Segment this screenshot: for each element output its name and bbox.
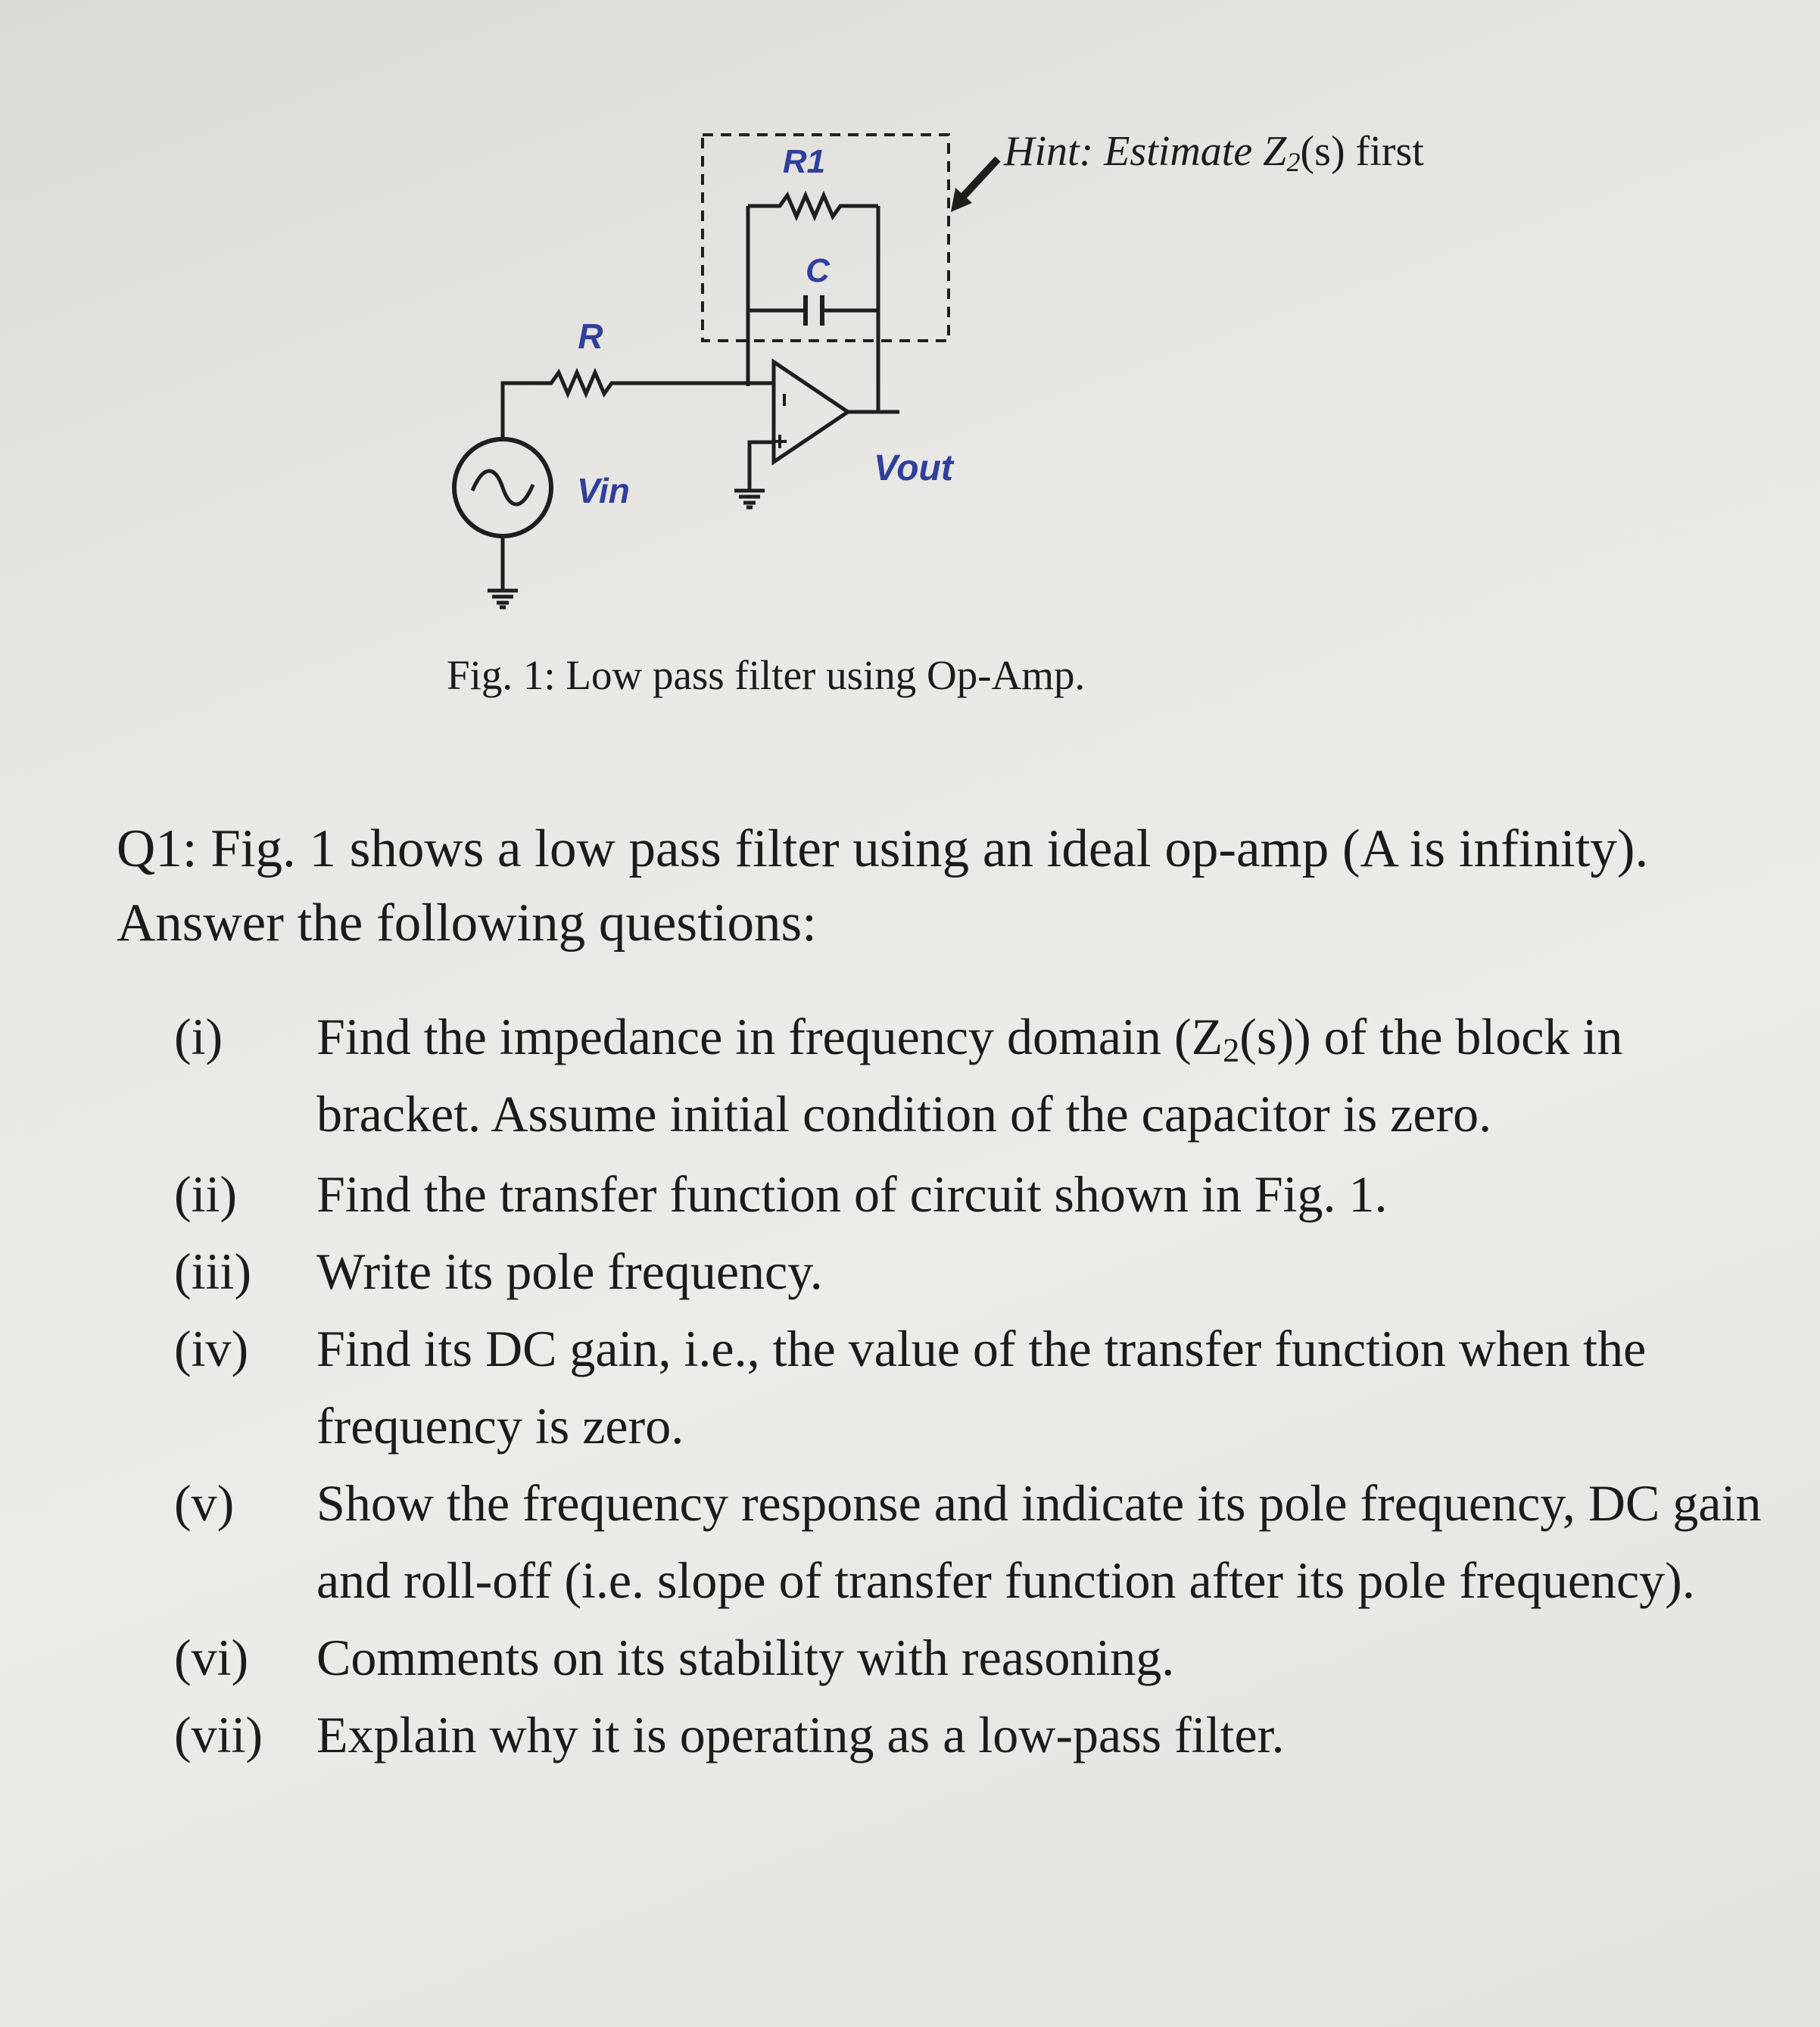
- r-label: R: [578, 317, 603, 356]
- item-text: Explain why it is operating as a low-pass filter.: [316, 1706, 1285, 1763]
- ground-symbol-source: [488, 591, 518, 607]
- item-text: Show the frequency response and indicate its pole frequency, DC gain and roll-off (i.e. slope of transfer function after its pole frequency).: [316, 1474, 1762, 1609]
- figure-caption: Fig. 1: Low pass filter using Op-Amp.: [447, 652, 1086, 698]
- list-item: [174, 1155, 1779, 1233]
- op-amp-plus-input: [750, 442, 774, 491]
- item-number: (v): [174, 1474, 235, 1532]
- list-item: [174, 998, 1779, 1152]
- r-resistor: [503, 373, 772, 394]
- hint-text: [1004, 127, 1424, 176]
- item-text: [316, 998, 1779, 1152]
- item-number: (iii): [174, 1243, 251, 1300]
- item-text: Write its pole frequency.: [316, 1243, 823, 1300]
- item-number: (vi): [174, 1629, 249, 1686]
- item-number: (vii): [174, 1706, 263, 1763]
- hint-prefix: Hint: Estimate Z: [1004, 128, 1287, 175]
- sine-wave: [472, 471, 533, 504]
- item-text: Comments on its stability with reasoning.: [316, 1629, 1175, 1686]
- list-item: [174, 1464, 1779, 1619]
- hint-subscript: 2: [1286, 147, 1301, 177]
- item-subscript: 2: [1223, 1031, 1240, 1069]
- hint-suffix: (s) first: [1300, 128, 1424, 175]
- hint-arrow-line: [960, 159, 998, 200]
- item-text: Find its DC gain, i.e., the value of the transfer function when the frequency is zero.: [316, 1320, 1647, 1455]
- question-items-list: [174, 998, 1779, 1773]
- circuit-diagram: [0, 0, 1820, 727]
- vin-label: Vin: [577, 471, 630, 510]
- r1-resistor: [748, 195, 878, 217]
- r1-label: R1: [782, 143, 826, 180]
- op-amp-triangle: [774, 362, 848, 462]
- list-item: [174, 1696, 1779, 1773]
- item-number: (iv): [174, 1320, 249, 1377]
- list-item: [174, 1619, 1779, 1696]
- item-text-post: (s)) of the block in bracket. Assume initial condition of the capacitor is zero.: [316, 1008, 1623, 1143]
- c-label: C: [806, 252, 830, 289]
- question-text: Q1: Fig. 1 shows a low pass filter using an ideal op-amp (A is infinity). Answer the following questions:: [117, 819, 1649, 953]
- item-number: (i): [174, 1008, 223, 1065]
- list-item: [174, 1310, 1779, 1464]
- ground-symbol-opamp: [734, 491, 765, 507]
- item-text-pre: Find the impedance in frequency domain (Z: [316, 1008, 1223, 1065]
- list-item: [174, 1233, 1779, 1310]
- item-text: Find the transfer function of circuit shown in Fig. 1.: [316, 1165, 1388, 1223]
- item-number: (ii): [174, 1165, 238, 1223]
- vout-label: Vout: [874, 448, 953, 488]
